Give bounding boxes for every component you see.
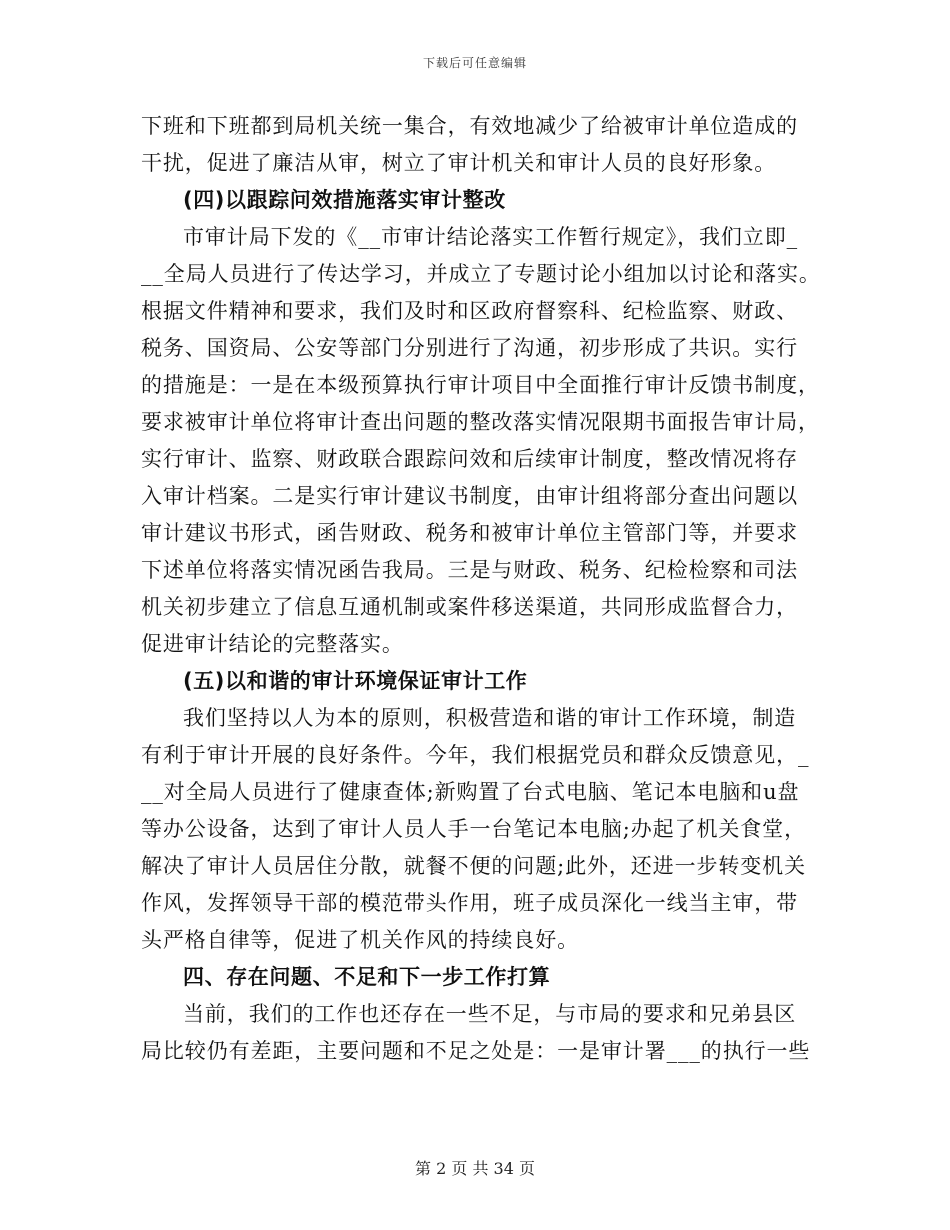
paragraph-line: 有利于审计开展的良好条件。今年，我们根据党员和群众反馈意见，_ bbox=[141, 743, 810, 767]
paragraph-line: 下述单位将落实情况函告我局。三是与财政、税务、纪检检察和司法 bbox=[141, 558, 798, 582]
section-heading: 四、存在问题、不足和下一步工作打算 bbox=[183, 965, 551, 989]
paragraph-line: 下班和下班都到局机关统一集合，有效地减少了给被审计单位造成的 bbox=[141, 114, 798, 138]
section-heading: (四)以跟踪问效措施落实审计整改 bbox=[183, 188, 506, 212]
paragraph-line: 市审计局下发的《__市审计结论落实工作暂行规定》，我们立即_ bbox=[183, 225, 798, 249]
paragraph-line: __对全局人员进行了健康查体;新购置了台式电脑、笔记本电脑和u盘 bbox=[141, 780, 800, 804]
paragraph-line: 当前，我们的工作也还存在一些不足，与市局的要求和兄弟县区 bbox=[183, 1002, 797, 1026]
section-heading: (五)以和谐的审计环境保证审计工作 bbox=[183, 669, 528, 693]
page-header-note: 下载后可任意编辑 bbox=[422, 56, 527, 70]
paragraph-line: 根据文件精神和要求，我们及时和区政府督察科、纪检监察、财政、 bbox=[141, 299, 798, 323]
paragraph-line: 审计建议书形式，函告财政、税务和被审计单位主管部门等，并要求 bbox=[141, 521, 798, 545]
paragraph-line: __全局人员进行了传达学习，并成立了专题讨论小组加以讨论和落实。 bbox=[141, 262, 821, 286]
paragraph-line: 促进审计结论的完整落实。 bbox=[141, 632, 404, 656]
paragraph-line: 实行审计、监察、财政联合跟踪问效和后续审计制度，整改情况将存 bbox=[141, 447, 798, 471]
paragraph-line: 入审计档案。二是实行审计建议书制度，由审计组将部分查出问题以 bbox=[141, 484, 798, 508]
paragraph-line: 的措施是：一是在本级预算执行审计项目中全面推行审计反馈书制度， bbox=[141, 373, 820, 397]
page-number-footer: 第 2 页 共 34 页 bbox=[415, 1159, 535, 1178]
paragraph-line: 头严格自律等，促进了机关作风的持续良好。 bbox=[141, 928, 579, 952]
paragraph-line: 机关初步建立了信息互通机制或案件移送渠道，共同形成监督合力， bbox=[141, 595, 798, 619]
paragraph-line: 等办公设备，达到了审计人员人手一台笔记本电脑;办起了机关食堂， bbox=[141, 817, 806, 841]
document-body bbox=[141, 108, 821, 1070]
paragraph-line: 解决了审计人员居住分散，就餐不便的问题;此外，还进一步转变机关 bbox=[141, 854, 806, 878]
paragraph-line: 我们坚持以人为本的原则，积极营造和谐的审计工作环境，制造 bbox=[183, 706, 797, 730]
paragraph-line: 作风，发挥领导干部的模范带头作用，班子成员深化一线当主审，带 bbox=[141, 891, 798, 915]
paragraph-line: 干扰，促进了廉洁从审，树立了审计机关和审计人员的良好形象。 bbox=[141, 151, 777, 175]
paragraph-line: 要求被审计单位将审计查出问题的整改落实情况限期书面报告审计局， bbox=[141, 410, 820, 434]
paragraph-line: 局比较仍有差距，主要问题和不足之处是：一是审计署___的执行一些 bbox=[141, 1039, 811, 1063]
paragraph-line: 税务、国资局、公安等部门分别进行了沟通，初步形成了共识。实行 bbox=[141, 336, 798, 360]
